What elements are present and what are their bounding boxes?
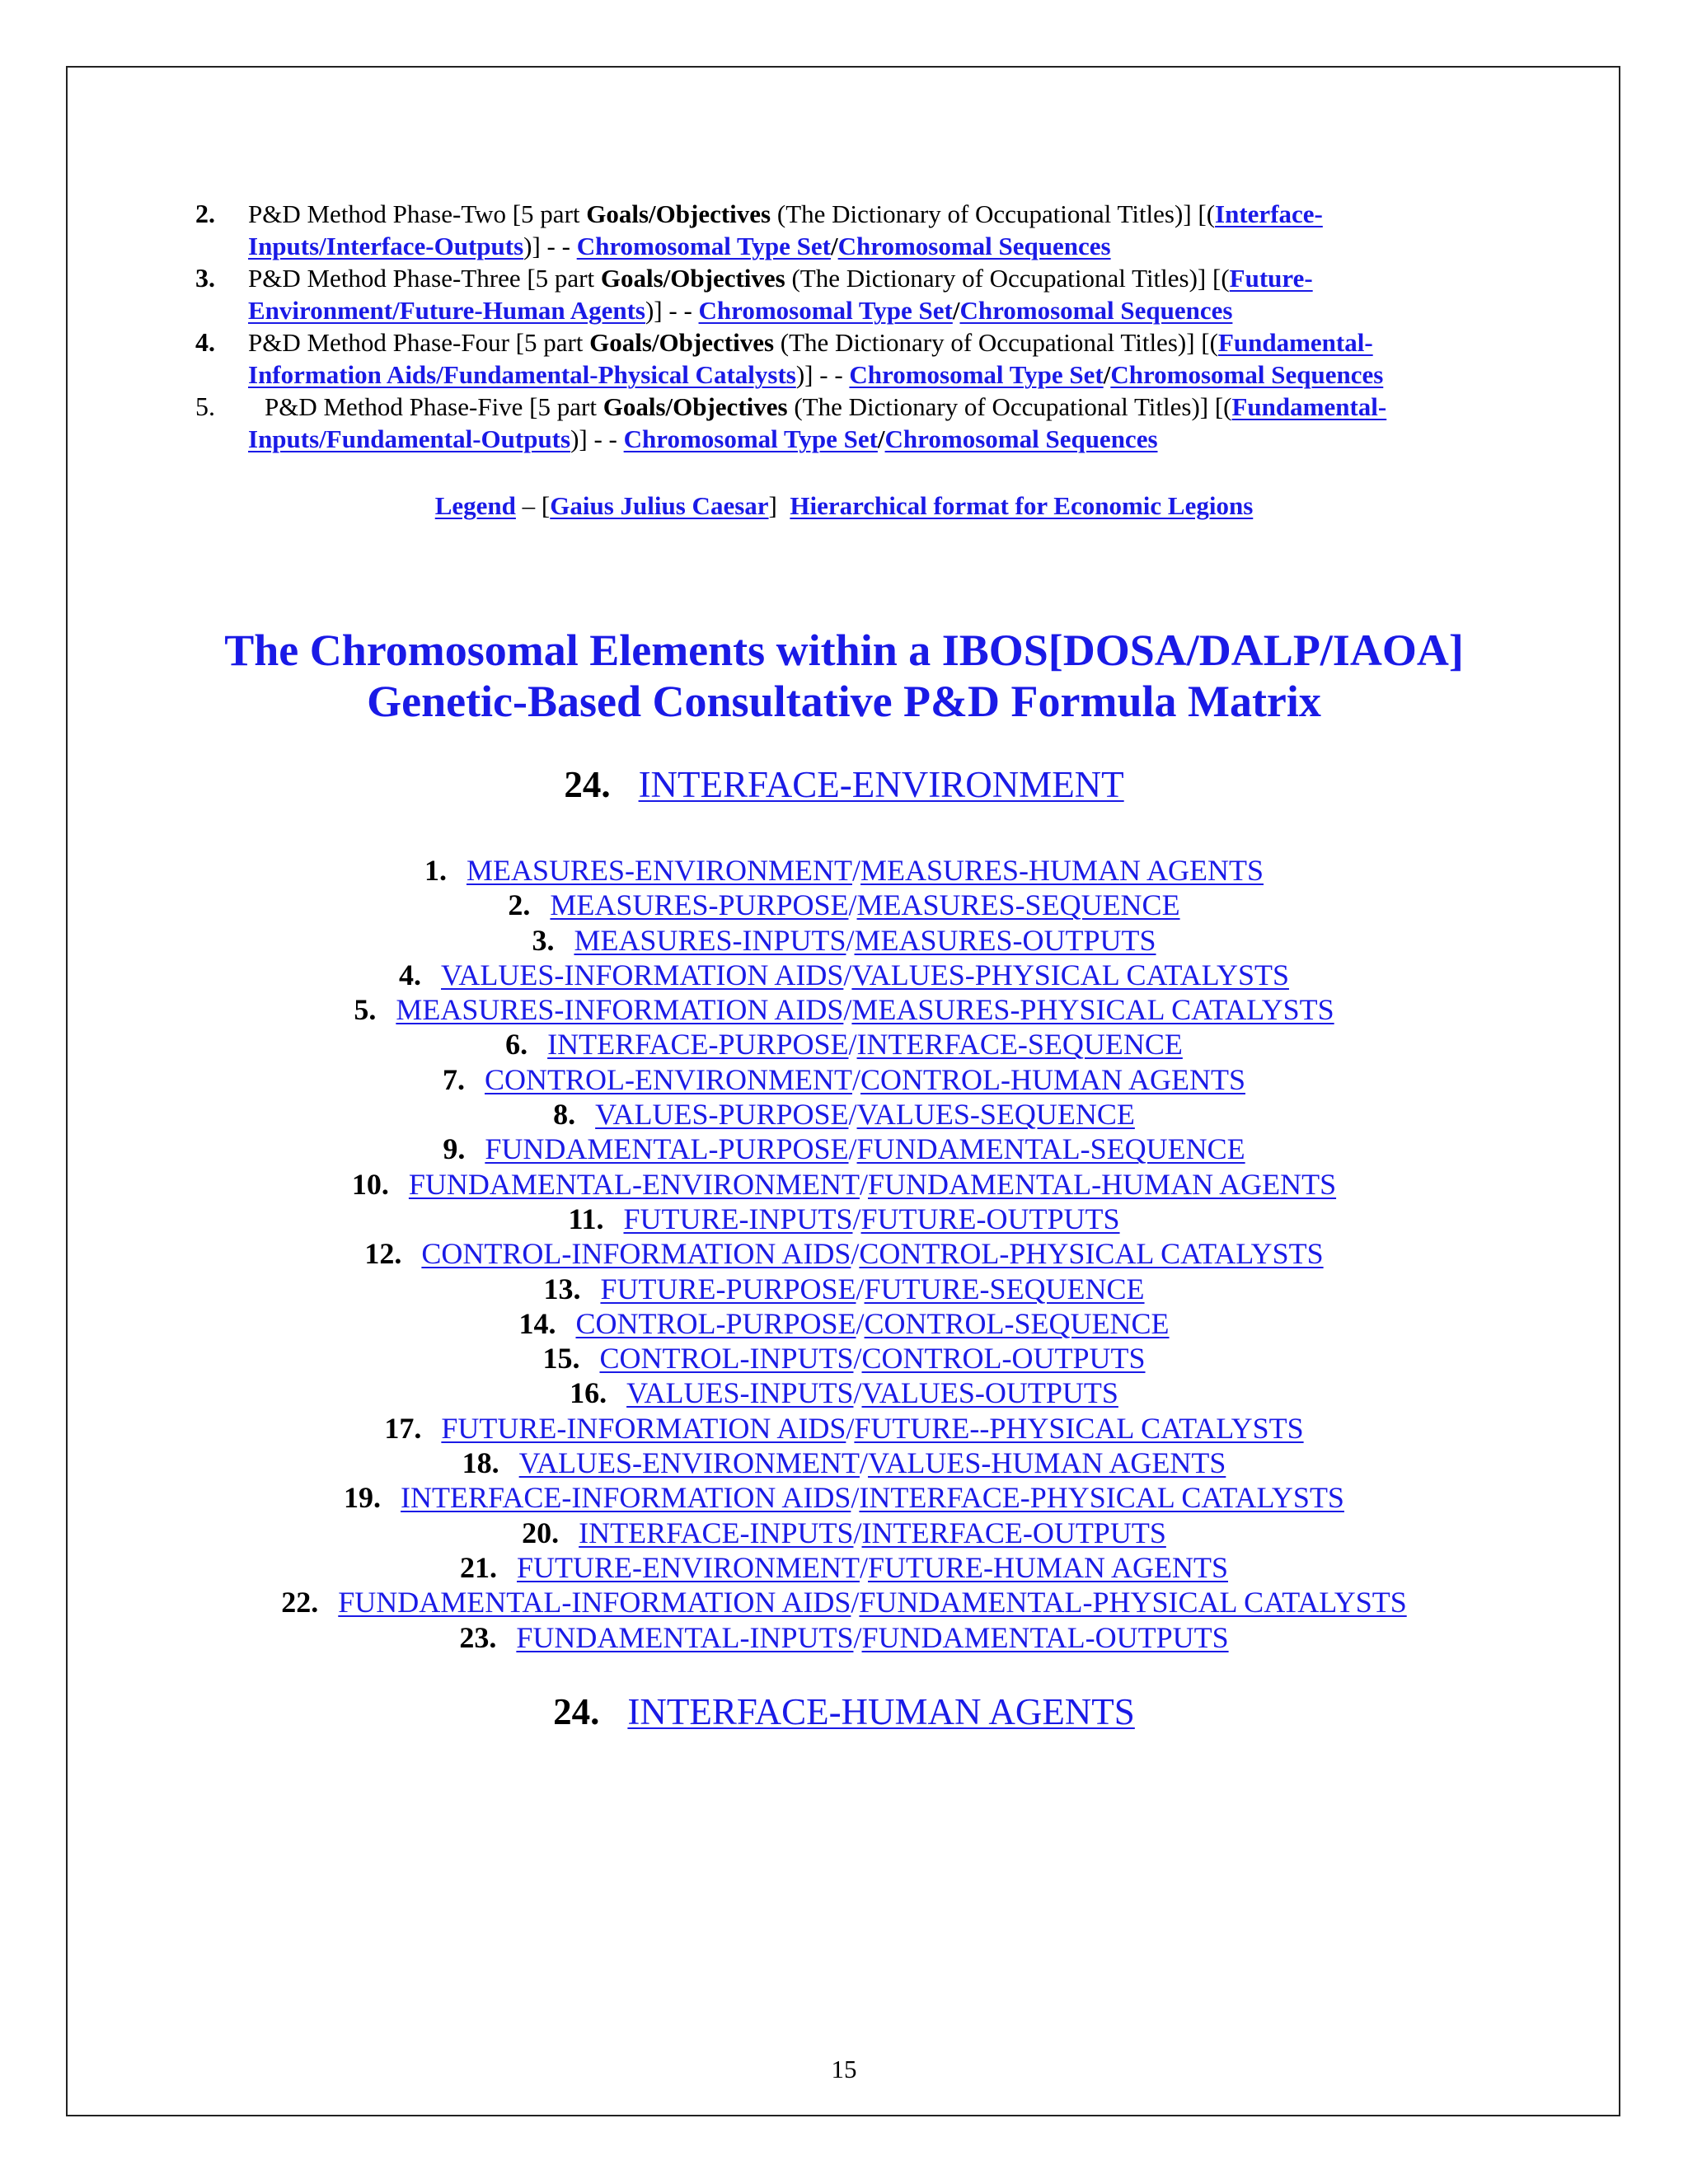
element-separator: / (843, 958, 852, 991)
element-separator: / (856, 1306, 865, 1340)
element-separator: / (848, 1132, 857, 1166)
element-row (0, 1585, 1688, 1619)
element-link-first[interactable]: MEASURES-PURPOSE (550, 888, 849, 922)
section-number: 24. (564, 764, 611, 805)
sequences-link[interactable]: Chromosomal Sequences (959, 296, 1233, 325)
phase-number: 4. (195, 327, 215, 357)
type-set-link[interactable]: Chromosomal Type Set (623, 424, 878, 453)
element-number: 2. (508, 888, 531, 922)
element-number: 18. (462, 1446, 499, 1480)
phase-topic-link[interactable]: Environment/Future-Human Agents (248, 296, 645, 325)
element-separator: / (843, 993, 852, 1027)
element-link-second[interactable]: FUTURE-OUTPUTS (860, 1202, 1120, 1235)
element-link-first[interactable]: FUNDAMENTAL-ENVIRONMENT (408, 1167, 860, 1201)
phase-goals: Goals/Objectives (589, 328, 775, 357)
phase-text: )] - - (570, 424, 624, 453)
phase-number: 2. (195, 199, 215, 228)
phase-item-4 (195, 326, 1498, 391)
phase-text: (The Dictionary of Occupational Titles)] [( (774, 328, 1218, 357)
element-link-first[interactable]: INTERFACE-INPUTS (579, 1516, 854, 1549)
phase-number: 5. (195, 391, 215, 421)
element-link-second[interactable]: CONTROL-SEQUENCE (864, 1306, 1170, 1340)
element-number: 16. (570, 1376, 607, 1410)
element-separator: / (851, 1586, 860, 1619)
element-link-first[interactable]: MEASURES-INPUTS (574, 923, 846, 957)
element-link-second[interactable]: MEASURES-OUTPUTS (854, 923, 1156, 957)
element-number: 23. (459, 1620, 497, 1654)
element-link-second[interactable]: FUNDAMENTAL-OUTPUTS (861, 1620, 1229, 1654)
element-row (0, 1341, 1688, 1376)
element-link-second[interactable]: FUNDAMENTAL-SEQUENCE (856, 1132, 1245, 1166)
bottom-section-heading (0, 1690, 1688, 1734)
element-link-first[interactable]: INTERFACE-INFORMATION AIDS (401, 1481, 851, 1515)
element-link-second[interactable]: MEASURES-PHYSICAL CATALYSTS (851, 993, 1334, 1027)
element-link-first[interactable]: CONTROL-INPUTS (599, 1342, 854, 1376)
element-link-second[interactable]: VALUES-PHYSICAL CATALYSTS (851, 958, 1289, 991)
element-separator: / (848, 1028, 857, 1062)
hierarchical-format-link[interactable]: Hierarchical format for Economic Legions (790, 491, 1254, 520)
phase-text: (The Dictionary of Occupational Titles)] [( (787, 392, 1232, 421)
element-link-first[interactable]: VALUES-PURPOSE (595, 1098, 849, 1132)
phase-item-2 (195, 198, 1498, 262)
element-link-second[interactable]: MEASURES-SEQUENCE (856, 888, 1180, 922)
phase-text: (The Dictionary of Occupational Titles)] [( (785, 264, 1230, 293)
legend-line (0, 490, 1688, 523)
phase-text: P&D Method Phase-Two [5 part (248, 199, 587, 228)
phase-goals: Goals/Objectives (586, 199, 771, 228)
element-link-first[interactable]: FUNDAMENTAL-INPUTS (516, 1620, 854, 1654)
element-row (0, 1132, 1688, 1166)
sequences-link[interactable]: Chromosomal Sequences (884, 424, 1158, 453)
element-row (0, 1516, 1688, 1550)
element-link-second[interactable]: INTERFACE-SEQUENCE (856, 1028, 1183, 1062)
element-link-first[interactable]: VALUES-INFORMATION AIDS (441, 958, 844, 991)
top-section-heading (0, 762, 1688, 807)
element-link-first[interactable]: FUTURE-INPUTS (623, 1202, 853, 1235)
element-separator: / (856, 1272, 865, 1305)
element-separator: / (853, 1620, 862, 1654)
page-title-line-2: Genetic-Based Consultative P&D Formula Matrix (367, 677, 1321, 726)
element-link-first[interactable]: CONTROL-ENVIRONMENT (485, 1062, 852, 1096)
element-link-second[interactable]: FUTURE-SEQUENCE (864, 1272, 1145, 1305)
type-set-link[interactable]: Chromosomal Type Set (576, 232, 831, 260)
element-separator: / (859, 1167, 868, 1201)
element-link-second[interactable]: FUTURE--PHYSICAL CATALYSTS (854, 1411, 1304, 1445)
element-row (0, 992, 1688, 1027)
element-separator: / (848, 1098, 857, 1132)
element-separator: / (853, 1376, 862, 1410)
element-link-second[interactable]: INTERFACE-PHYSICAL CATALYSTS (859, 1481, 1344, 1515)
element-number: 3. (532, 923, 555, 957)
phase-item-5 (195, 391, 1498, 455)
page-title (0, 625, 1688, 727)
element-link-first[interactable]: FUNDAMENTAL-PURPOSE (485, 1132, 849, 1166)
element-link-first[interactable]: INTERFACE-PURPOSE (547, 1028, 849, 1062)
element-row (0, 1620, 1688, 1655)
phase-item-3 (195, 262, 1498, 326)
element-link-second[interactable]: CONTROL-OUTPUTS (861, 1342, 1146, 1376)
element-number: 9. (443, 1132, 466, 1166)
element-link-second[interactable]: FUNDAMENTAL-PHYSICAL CATALYSTS (859, 1586, 1407, 1619)
element-separator: / (859, 1550, 868, 1584)
element-link-first[interactable]: CONTROL-INFORMATION AIDS (421, 1237, 851, 1271)
phase-topic-link[interactable]: Fundamental- (1231, 392, 1387, 421)
element-number: 11. (568, 1202, 604, 1235)
interface-human-agents-link[interactable]: INTERFACE-HUMAN AGENTS (627, 1691, 1135, 1732)
element-link-second[interactable]: FUNDAMENTAL-HUMAN AGENTS (867, 1167, 1337, 1201)
element-link-second[interactable]: CONTROL-HUMAN AGENTS (860, 1062, 1245, 1096)
legend-close: ] (768, 491, 790, 520)
element-row (0, 1097, 1688, 1132)
phase-topic-link[interactable]: Fundamental- (1217, 328, 1373, 357)
element-number: 17. (384, 1411, 422, 1445)
element-row (0, 1236, 1688, 1271)
phase-list (195, 198, 1498, 455)
element-number: 13. (543, 1272, 581, 1305)
phase-number: 3. (195, 263, 215, 293)
element-number: 15. (542, 1342, 580, 1376)
phase-text: )] - - (523, 232, 577, 260)
chromosomal-elements-list (0, 853, 1688, 1655)
element-link-second[interactable]: CONTROL-PHYSICAL CATALYSTS (859, 1237, 1324, 1271)
element-row (0, 888, 1688, 922)
element-row (0, 1550, 1688, 1585)
element-number: 21. (460, 1550, 497, 1584)
element-link-first[interactable]: VALUES-ENVIRONMENT (518, 1446, 860, 1480)
element-separator: / (851, 1237, 860, 1271)
phase-topic-link[interactable]: Inputs/Interface-Outputs (248, 232, 524, 260)
phase-text: P&D Method Phase-Three [5 part (248, 264, 601, 293)
element-link-second[interactable]: INTERFACE-OUTPUTS (861, 1516, 1166, 1549)
element-separator: / (846, 1411, 855, 1445)
element-separator: / (851, 1062, 860, 1096)
element-link-second[interactable]: MEASURES-HUMAN AGENTS (860, 854, 1264, 887)
element-link-first[interactable]: MEASURES-ENVIRONMENT (466, 854, 852, 887)
interface-environment-link[interactable]: INTERFACE-ENVIRONMENT (638, 764, 1124, 805)
element-number: 4. (399, 958, 422, 991)
caesar-link[interactable]: Gaius Julius Caesar (550, 491, 769, 520)
element-row (0, 1202, 1688, 1236)
element-row (0, 1027, 1688, 1062)
element-row (0, 1446, 1688, 1480)
sequences-link[interactable]: Chromosomal Sequences (1110, 360, 1384, 389)
element-row (0, 1167, 1688, 1202)
phase-text: P&D Method Phase-Five [5 part (265, 392, 603, 421)
element-row (0, 1272, 1688, 1306)
phase-topic-link[interactable]: Interface- (1215, 199, 1323, 228)
element-separator: / (848, 888, 857, 922)
element-separator: / (859, 1446, 868, 1480)
element-link-first[interactable]: FUTURE-ENVIRONMENT (517, 1550, 860, 1584)
element-link-first[interactable]: CONTROL-PURPOSE (575, 1306, 856, 1340)
element-link-first[interactable]: FUNDAMENTAL-INFORMATION AIDS (338, 1586, 851, 1619)
element-link-second[interactable]: VALUES-SEQUENCE (856, 1098, 1135, 1132)
slash: / (831, 232, 838, 260)
phase-text: (The Dictionary of Occupational Titles)] [( (771, 199, 1216, 228)
element-row (0, 1411, 1688, 1446)
phase-topic-link[interactable]: Information Aids/Fundamental-Physical Catalysts (248, 360, 796, 389)
element-number: 19. (344, 1481, 382, 1515)
phase-text: )] - - (795, 360, 850, 389)
element-number: 14. (518, 1306, 556, 1340)
element-row (0, 1062, 1688, 1097)
element-separator: / (851, 854, 860, 887)
element-row (0, 923, 1688, 958)
type-set-link[interactable]: Chromosomal Type Set (698, 296, 953, 325)
element-number: 8. (553, 1098, 576, 1132)
element-number: 22. (281, 1586, 319, 1619)
element-number: 10. (351, 1167, 389, 1201)
phase-goals: Goals/Objectives (600, 264, 785, 293)
legend-dash: – [ (515, 491, 551, 520)
element-row (0, 1480, 1688, 1515)
element-row (0, 958, 1688, 992)
phase-topic-link[interactable]: Future- (1229, 264, 1313, 293)
element-separator: / (853, 1342, 862, 1376)
element-separator: / (846, 923, 855, 957)
phase-text: )] - - (645, 296, 699, 325)
phase-goals: Goals/Objectives (603, 392, 788, 421)
slash: / (877, 424, 885, 453)
slash: / (952, 296, 960, 325)
element-number: 6. (505, 1028, 528, 1062)
legend-link[interactable]: Legend (434, 491, 516, 520)
element-link-first[interactable]: FUTURE-PURPOSE (600, 1272, 856, 1305)
element-row (0, 1376, 1688, 1410)
section-number: 24. (553, 1691, 600, 1732)
element-link-second[interactable]: VALUES-HUMAN AGENTS (867, 1446, 1226, 1480)
element-number: 7. (443, 1062, 465, 1096)
element-separator: / (851, 1481, 860, 1515)
page-number: 15 (831, 2055, 857, 2083)
phase-topic-link[interactable]: Inputs/Fundamental-Outputs (248, 424, 571, 453)
page-title-line-1: The Chromosomal Elements within a IBOS[DOSA/DALP/IAOA] (224, 626, 1464, 675)
element-number: 1. (424, 854, 447, 887)
element-separator: / (853, 1516, 862, 1549)
type-set-link[interactable]: Chromosomal Type Set (849, 360, 1104, 389)
sequences-link[interactable]: Chromosomal Sequences (837, 232, 1111, 260)
element-link-first[interactable]: FUTURE-INFORMATION AIDS (441, 1411, 846, 1445)
element-number: 20. (522, 1516, 560, 1549)
element-link-second[interactable]: FUTURE-HUMAN AGENTS (867, 1550, 1228, 1584)
element-link-second[interactable]: VALUES-OUTPUTS (861, 1376, 1118, 1410)
element-link-first[interactable]: MEASURES-INFORMATION AIDS (396, 993, 844, 1027)
element-number: 12. (364, 1237, 402, 1271)
element-number: 5. (354, 993, 377, 1027)
slash: / (1103, 360, 1111, 389)
element-separator: / (852, 1202, 861, 1235)
element-link-first[interactable]: VALUES-INPUTS (626, 1376, 854, 1410)
element-row (0, 853, 1688, 888)
phase-text: P&D Method Phase-Four [5 part (248, 328, 590, 357)
element-row (0, 1306, 1688, 1341)
